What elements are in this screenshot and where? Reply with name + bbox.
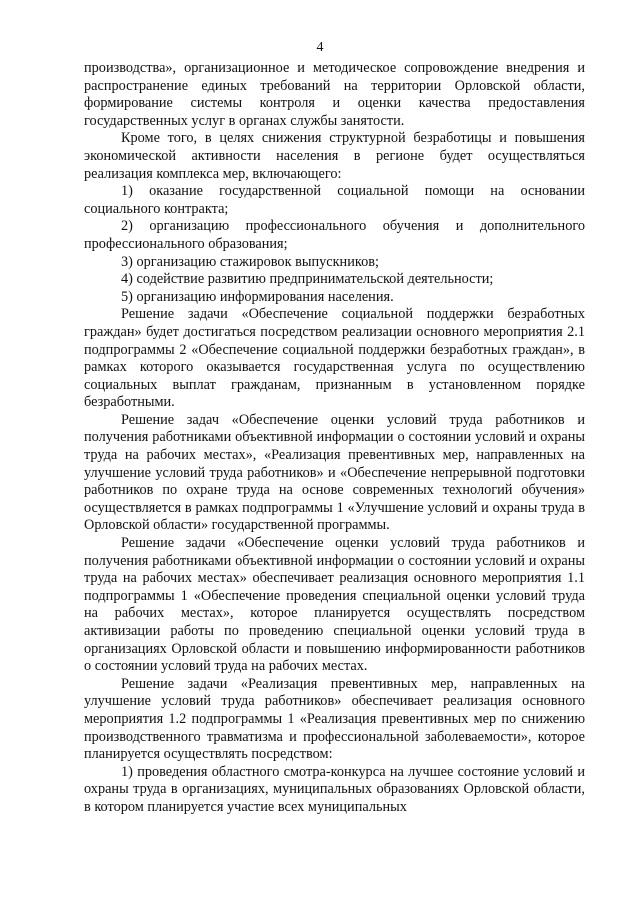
page-number: 4: [316, 40, 324, 55]
list-item-4: 4) содействие развитию предпринимательской деятельности;: [121, 271, 494, 288]
paragraph-preventive-measures: Решение задачи «Реализация превентивных мер, направленных на улучшение условий труда работников» обеспечивает реализация основного мероприятия 1.2 подпрограммы 1 «Реализация превентивных мер по снижению производственного травматизма и профессиональной заболеваемости», которое планируется осуществлять посредством:: [84, 675, 585, 763]
paragraph-contest: 1) проведения областного смотра-конкурса на лучшее состояние условий и охраны труда в организациях, муниципальных образованиях Орловской области, в котором планируется участие всех муниципальных: [84, 763, 585, 815]
paragraph-labor-conditions: Решение задач «Обеспечение оценки условий труда работников и получения работниками объективной информации о состоянии условий и охраны труда на рабочих местах», «Реализация превентивных мер, направленных на улучшение условий труда работников» и «Обеспечение непрерывной подготовки работников по охране труда на основе современных технологий обучения» осуществляется в рамках подпрограммы 1 «Улучшение условий и охраны труда в Орловской области» государственной программы.: [84, 411, 585, 534]
paragraph-assessment: Решение задачи «Обеспечение оценки условий труда работников и получения работниками объективной информации о состоянии условий и охраны труда на рабочих местах» обеспечивает реализация основного мероприятия 1.1 подпрограммы 1 «Обеспечение проведения специальной оценки условий труда на рабочих местах», которое планируется осуществлять посредством активизации работы по проведению специальной оценки условий труда в организациях Орловской области и повышению информированности работников о состоянии условий труда на рабочих местах.: [84, 535, 585, 675]
list-item-2: 2) организацию профессионального обучения и дополнительного профессионального образования;: [84, 218, 585, 252]
list-item-5: 5) организацию информирования населения.: [121, 288, 394, 305]
paragraph-social-support: Решение задачи «Обеспечение социальной поддержки безработных граждан» будет достигаться посредством реализации основного мероприятия 2.1 подпрограммы 2 «Обеспечение социальной поддержки безработных граждан», в рамках которого оказывается государственная услуга по осуществлению социальных выплат гражданам, признанным в установленном порядке безработными.: [84, 306, 585, 411]
list-item-3: 3) организацию стажировок выпускников;: [121, 253, 379, 270]
paragraph-continuation: производства», организационное и методическое сопровождение внедрения и распространение единых требований на территории Орловской области, формирование системы контроля и оценки качества предоставления государственных услуг в органах службы занятости.: [84, 60, 585, 129]
paragraph-measures-intro: Кроме того, в целях снижения структурной безработицы и повышения экономической активности населения в регионе будет осуществляться реализация комплекса мер, включающего:: [84, 130, 585, 182]
document-body: [84, 60, 585, 817]
list-item-1: 1) оказание государственной социальной помощи на основании социального контракта;: [84, 183, 585, 217]
